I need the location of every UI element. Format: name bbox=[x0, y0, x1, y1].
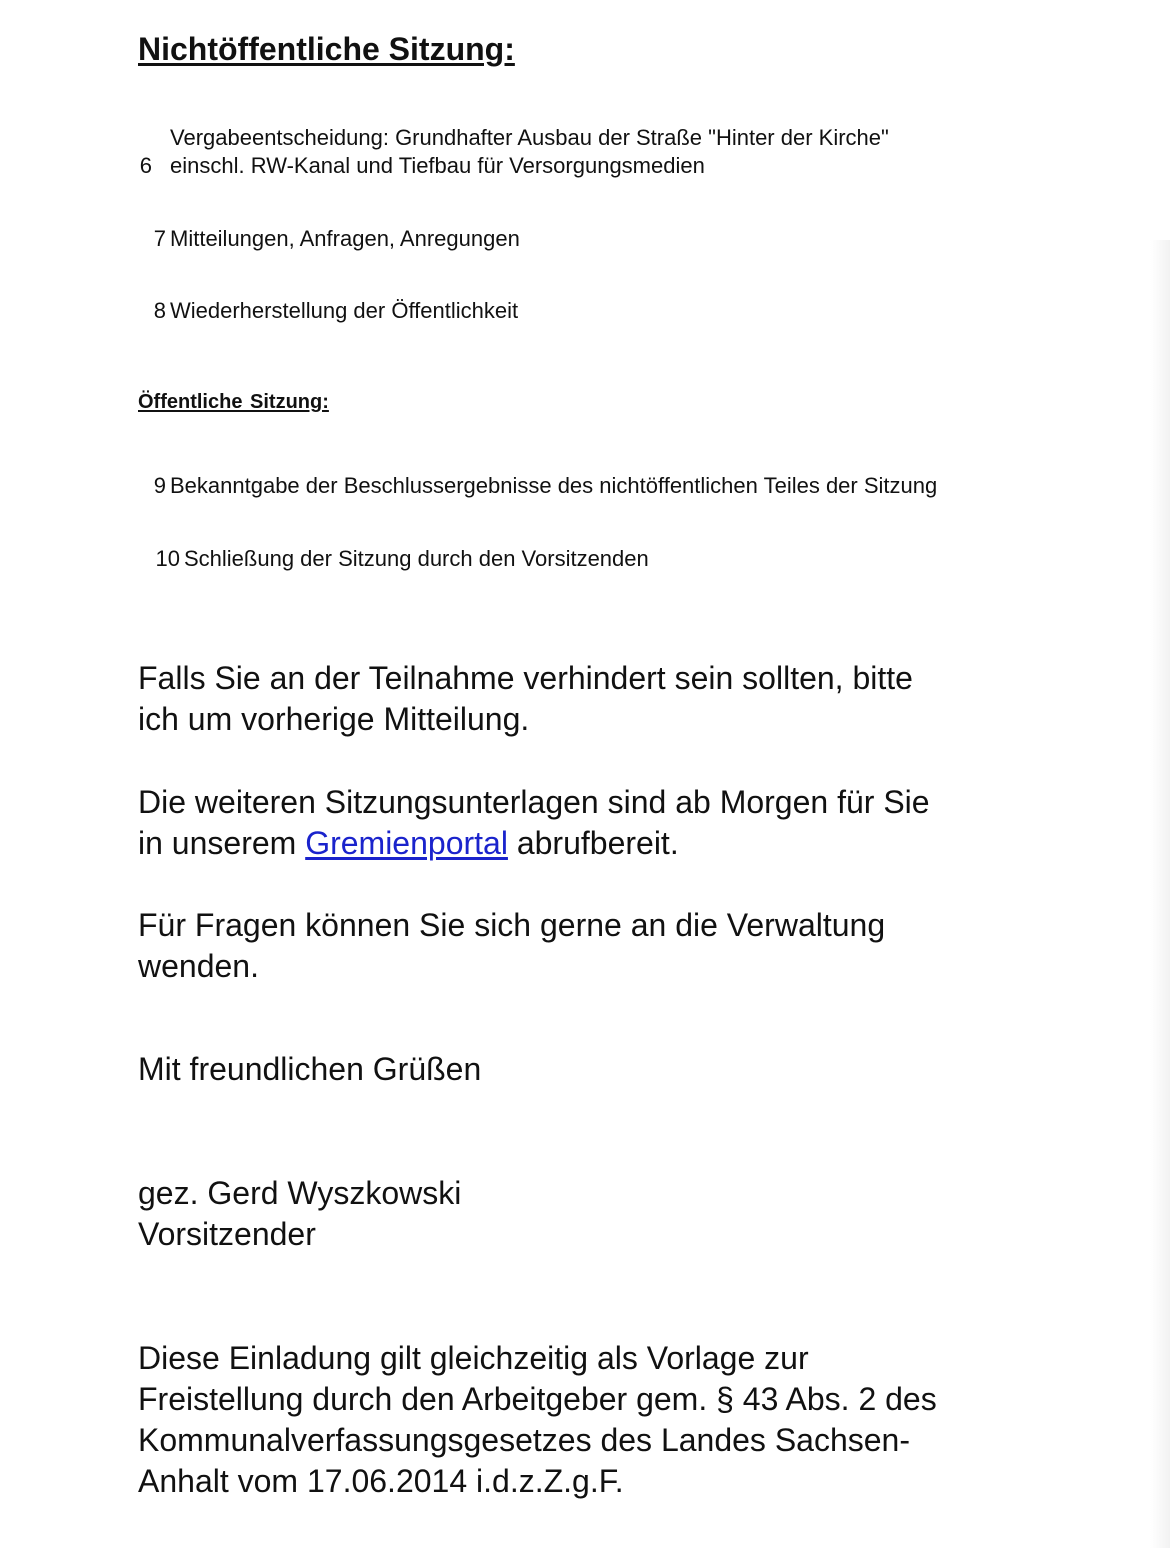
closing-text: Mit freundlichen Grüßen bbox=[138, 1051, 482, 1087]
agenda-item-9 bbox=[0, 472, 1100, 500]
gremienportal-link[interactable]: Gremienportal bbox=[305, 825, 508, 861]
questions-line1: Für Fragen können Sie sich gerne an die Verwaltung bbox=[138, 907, 886, 943]
documents-prefix: in unserem bbox=[138, 825, 306, 861]
agenda-text: Schließung der Sitzung durch den Vorsitzenden bbox=[184, 546, 649, 571]
agenda-item-7 bbox=[0, 225, 1100, 253]
notice-line3: Kommunalverfassungsgesetzes des Landes Sachsen- bbox=[138, 1422, 910, 1458]
agenda-item-8 bbox=[0, 297, 1100, 325]
absence-line1: Falls Sie an der Teilnahme verhindert sein sollten, bitte bbox=[138, 660, 913, 696]
agenda-number: 8 bbox=[153, 298, 166, 323]
documents-line1: Die weiteren Sitzungsunterlagen sind ab Morgen für Sie bbox=[138, 784, 930, 820]
agenda-number: 7 bbox=[153, 226, 166, 251]
agenda-text: Wiederherstellung der Öffentlichkeit bbox=[170, 298, 519, 323]
documents-notice bbox=[138, 782, 1038, 864]
notice-line4: Anhalt vom 17.06.2014 i.d.z.Z.g.F. bbox=[138, 1463, 624, 1499]
agenda-item-10 bbox=[0, 545, 1100, 573]
absence-line2: ich um vorherige Mitteilung. bbox=[138, 701, 530, 737]
agenda-text-line1: Vergabeentscheidung: Grundhafter Ausbau der Straße "Hinter der Kirche" bbox=[170, 125, 889, 150]
signature-block bbox=[138, 1173, 1038, 1255]
signature-role: Vorsitzender bbox=[138, 1216, 316, 1252]
notice-line2: Freistellung durch den Arbeitgeber gem. § 43 Abs. 2 des bbox=[138, 1381, 937, 1417]
signature-name: gez. Gerd Wyszkowski bbox=[138, 1175, 462, 1211]
agenda-item-6 bbox=[0, 124, 1100, 180]
closing-greeting bbox=[138, 1049, 1038, 1090]
agenda-number: 6 bbox=[139, 153, 152, 178]
notice-line1: Diese Einladung gilt gleichzeitig als Vorlage zur bbox=[138, 1340, 809, 1376]
absence-notice bbox=[138, 658, 1038, 740]
agenda-number: 9 bbox=[153, 473, 166, 498]
documents-suffix: abrufbereit. bbox=[507, 825, 679, 861]
heading-public-session: Öffentliche Sitzung: bbox=[138, 391, 329, 413]
questions-line2: wenden. bbox=[138, 948, 259, 984]
employer-release-notice bbox=[138, 1338, 1058, 1502]
agenda-text-line2: einschl. RW-Kanal und Tiefbau für Versorgungsmedien bbox=[170, 153, 705, 178]
agenda-number: 10 bbox=[155, 546, 180, 571]
heading-nonpublic-session: Nichtöffentliche Sitzung: bbox=[138, 31, 515, 67]
page-edge-shadow bbox=[1150, 240, 1170, 1548]
agenda-text: Bekanntgabe der Beschlussergebnisse des nichtöffentlichen Teiles der Sitzung bbox=[170, 473, 938, 498]
questions-notice bbox=[138, 905, 1038, 987]
agenda-text: Mitteilungen, Anfragen, Anregungen bbox=[170, 226, 520, 251]
